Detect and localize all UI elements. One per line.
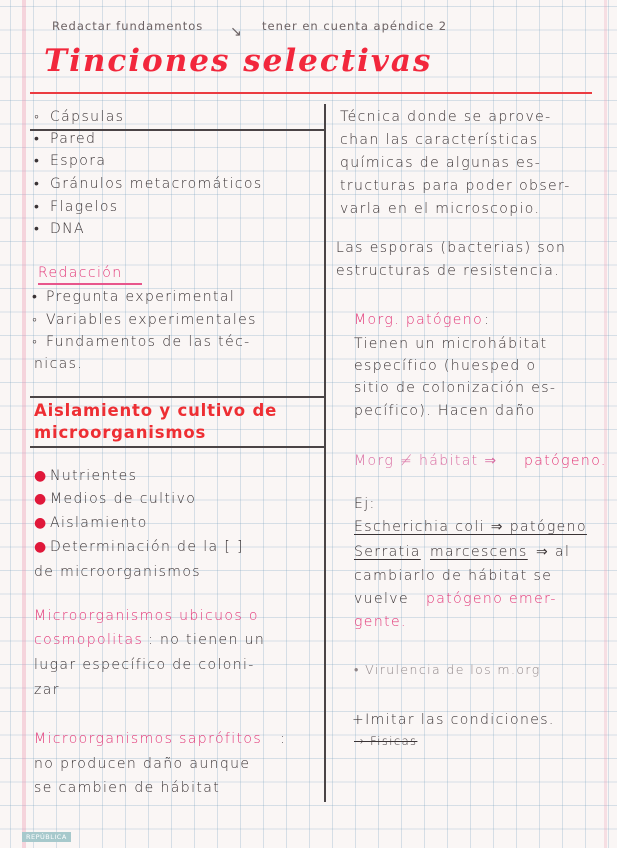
crossed-out-text: → Fisicas xyxy=(354,734,418,748)
list-item: Espora xyxy=(50,153,107,169)
list-item: Nutrientes xyxy=(50,468,138,484)
header-note-right: tener en cuenta apéndice 2 xyxy=(262,19,448,33)
ejemplo-emergente: gente. xyxy=(354,614,407,630)
bullet-dot: ● xyxy=(34,468,47,484)
tecnica-text: tructuras para poder obser- xyxy=(340,178,571,194)
patogeno-text: Tienen un microhábitat xyxy=(354,336,548,352)
esporas-text: Las esporas (bacterias) son xyxy=(336,240,567,256)
list-item: Gránulos metacromáticos xyxy=(50,176,263,192)
list-item: Flagelos xyxy=(50,199,119,215)
page-title: Tinciones selectivas xyxy=(44,43,433,79)
list-item-continuation: de microorganismos xyxy=(34,564,201,580)
list-item: Pregunta experimental xyxy=(46,289,236,305)
list-item-continuation: nicas. xyxy=(34,356,84,372)
ejemplo-serratia: Serratia xyxy=(354,544,421,560)
ejemplo-marcescens: marcescens xyxy=(430,544,528,560)
list-item: Medios de cultivo xyxy=(50,491,197,507)
bullet-dot: ● xyxy=(34,515,47,531)
aislamiento-heading-line2: microorganismos xyxy=(34,423,207,442)
ejemplo-label: Ej: xyxy=(354,496,376,512)
virulencia-text: • Virulencia de los m.org xyxy=(354,662,541,677)
formula-left: Morg ≠ hábitat ⇒ xyxy=(354,453,498,469)
list-item: Pared xyxy=(50,131,97,147)
patogeno-text: sitio de colonización es- xyxy=(354,380,557,396)
bullet-dot: • xyxy=(34,153,41,169)
ejemplo-text: vuelve xyxy=(354,591,409,607)
list-item: Variables experimentales xyxy=(46,312,257,328)
tecnica-text: Técnica donde se aprove- xyxy=(340,109,552,125)
list-item: Aislamiento xyxy=(50,515,148,531)
right-margin-line xyxy=(604,0,607,848)
cosmopolitas-term: cosmopolitas xyxy=(34,632,144,648)
patogeno-colon: : xyxy=(484,312,491,328)
list-item: Fundamentos de las téc- xyxy=(46,334,251,350)
title-underline xyxy=(30,92,592,94)
saprofitos-colon: : xyxy=(280,731,287,747)
bullet-dot: ◦ xyxy=(32,334,39,350)
redaccion-heading: Redacción xyxy=(38,265,123,281)
ubicuos-definition: zar xyxy=(34,682,60,698)
list-item: DNA xyxy=(50,221,86,237)
bullet-dot: • xyxy=(34,199,41,215)
saprofitos-term: Microorganismos saprófitos xyxy=(34,731,263,747)
ejemplo-escherichia: Escherichia coli ⇒ patógeno xyxy=(354,519,587,535)
esporas-text: estructuras de resistencia. xyxy=(336,263,561,279)
bullet-dot: ● xyxy=(34,539,47,555)
aislamiento-heading-line1: Aislamiento y cultivo de xyxy=(34,401,278,420)
column-divider xyxy=(324,104,326,802)
list-item: Determinación de la [ ] xyxy=(50,539,244,555)
redaccion-underline xyxy=(38,283,142,285)
ejemplo-text: cambiarlo de hábitat se xyxy=(354,568,553,584)
bullet-dot: • xyxy=(32,289,39,305)
brand-logo: REPÚBLICA xyxy=(22,832,71,842)
patogeno-text: específico (huesped o xyxy=(354,358,537,374)
patogeno-heading: Morg. patógeno xyxy=(354,312,484,328)
ubicuos-definition: : no tienen un xyxy=(148,632,266,648)
ubicuos-term: Microorganismos ubicuos o xyxy=(34,608,259,624)
formula-right: patógeno. xyxy=(524,453,607,469)
ejemplo-arrow-text: ⇒ al xyxy=(536,544,571,560)
saprofitos-definition: se cambien de hábitat xyxy=(34,780,221,796)
tecnica-text: químicas de algunas es- xyxy=(340,155,542,171)
arrow-icon: ↘ xyxy=(230,24,243,40)
patogeno-text: pecífico). Hacen daño xyxy=(354,403,536,419)
bullet-dot: • xyxy=(34,131,41,147)
bullet-dot: • xyxy=(34,221,41,237)
bullet-dot: • xyxy=(34,176,41,192)
ejemplo-patogeno: patógeno emer- xyxy=(426,591,557,607)
bullet-dot: ◦ xyxy=(34,109,41,125)
imitar-text: +Imitar las condiciones. xyxy=(352,712,555,728)
ubicuos-definition: lugar específico de coloni- xyxy=(34,657,255,673)
bullet-dot: ◦ xyxy=(32,312,39,328)
section-rule xyxy=(30,446,324,448)
row-rule xyxy=(30,129,324,131)
section-rule xyxy=(30,396,324,398)
header-note-left: Redactar fundamentos xyxy=(52,19,204,33)
tecnica-text: varla en el microscopio. xyxy=(340,201,541,217)
saprofitos-definition: no producen daño aunque xyxy=(34,756,251,772)
bullet-dot: ● xyxy=(34,491,47,507)
list-item: Cápsulas xyxy=(50,109,125,125)
left-margin-line xyxy=(22,0,26,848)
tecnica-text: chan las características xyxy=(340,132,539,148)
